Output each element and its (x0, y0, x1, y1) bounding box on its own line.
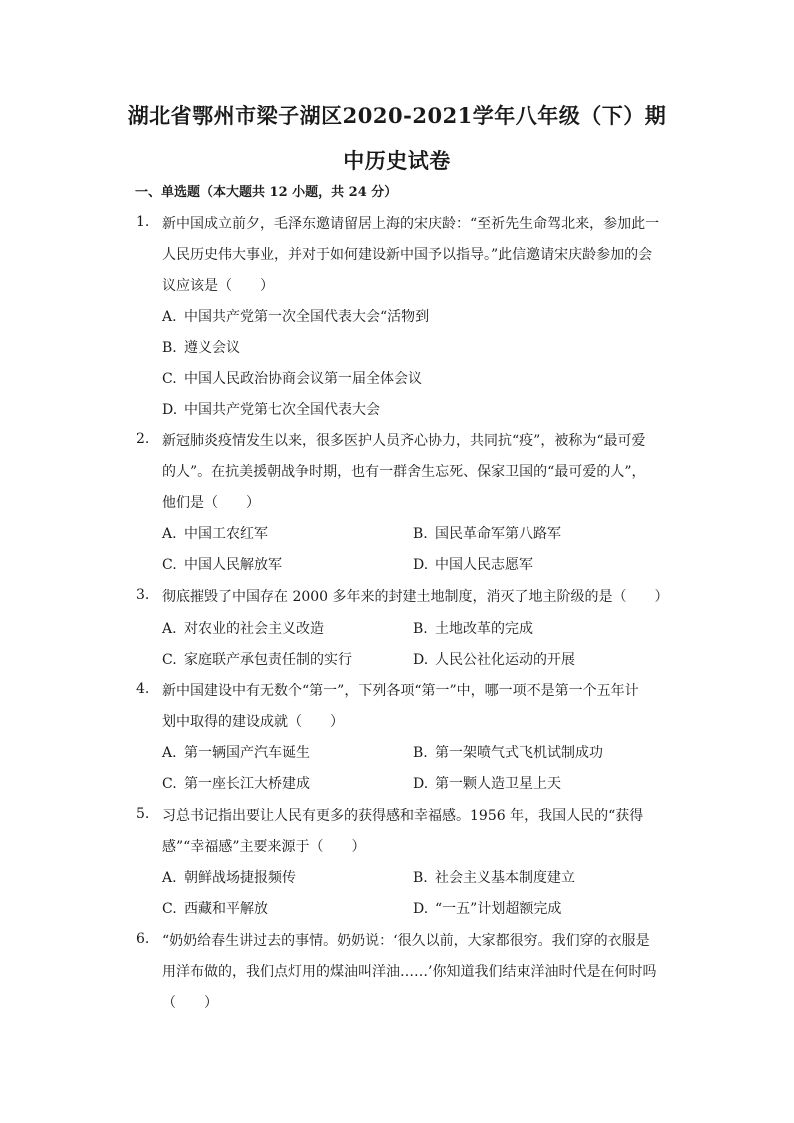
option-a (162, 867, 296, 887)
question-text-line: 划中取得的建设成就（ ） (162, 714, 344, 730)
option-b (162, 337, 240, 357)
option-label: A. (162, 309, 177, 325)
option-text: 土地改革的完成 (435, 621, 533, 637)
question-text-line: 感”“幸福感”主要来源于（ ） (162, 839, 366, 855)
option-label: D. (413, 776, 429, 792)
option-text: 中国共产党第七次全国代表大会 (184, 402, 380, 418)
option-label: D. (162, 402, 178, 418)
option-text: 第一座长江大桥建成 (184, 776, 310, 792)
option-text: 对农业的社会主义改造 (184, 621, 324, 637)
question-text-line: 新中国建设中有无数个“第一”，下列各项“第一”中，哪一项不是第一个五年计 (162, 683, 639, 699)
option-c (162, 773, 310, 793)
option-d (413, 773, 561, 793)
option-text: 第一辆国产汽车诞生 (184, 745, 310, 761)
page-title-line-2: 中历史试卷 (343, 148, 451, 173)
option-label: D. (413, 652, 429, 668)
option-label: D. (413, 901, 429, 917)
option-b (413, 618, 533, 638)
option-label: A. (162, 745, 177, 761)
question-text-line: 议应该是（ ） (162, 278, 274, 294)
option-label: C. (162, 557, 177, 573)
option-text: 朝鲜战场捷报频传 (184, 870, 296, 886)
option-b (413, 742, 603, 762)
page-title-line-1: 湖北省鄂州市梁子湖区2020-2021学年八年级（下）期 (127, 103, 667, 128)
question-text-line: “奶奶给春生讲过去的事情。奶奶说：‘很久以前，大家都很穷。我们穿的衣服是 (162, 933, 650, 949)
option-a (162, 523, 268, 543)
option-text: 第一颗人造卫星上天 (435, 776, 561, 792)
question-number: 5. (136, 806, 150, 822)
option-c (162, 649, 352, 669)
option-b (413, 867, 575, 887)
option-c (162, 368, 422, 388)
option-d (413, 554, 533, 574)
question-number: 1. (136, 214, 150, 230)
option-label: A. (162, 621, 177, 637)
option-text: 中国共产党第一次全国代表大会“活物到 (184, 309, 430, 325)
option-label: D. (413, 557, 429, 573)
option-text: 中国人民政治协商会议第一届全体会议 (184, 371, 422, 387)
question-text-line: 习总书记指出要让人民有更多的获得感和幸福感。1956 年，我国人民的“获得 (162, 808, 644, 824)
question-text-line: 彻底摧毁了中国存在 2000 多年来的封建土地制度，消灭了地主阶级的是（ ） (162, 589, 669, 605)
option-label: A. (162, 870, 177, 886)
option-text: 中国工农红军 (184, 526, 268, 542)
question-text-line: 新冠肺炎疫情发生以来，很多医护人员齐心协力，共同抗“疫”，被称为“最可爱 (162, 433, 646, 449)
option-label: C. (162, 371, 177, 387)
question-number: 3. (136, 587, 150, 603)
option-a (162, 618, 324, 638)
option-text: 第一架喷气式飞机试制成功 (435, 745, 603, 761)
option-text: 家庭联产承包责任制的实行 (184, 652, 352, 668)
option-c (162, 898, 268, 918)
option-d (162, 399, 380, 419)
option-label: A. (162, 526, 177, 542)
option-label: B. (413, 745, 428, 761)
option-label: B. (413, 621, 428, 637)
option-text: 社会主义基本制度建立 (435, 870, 575, 886)
question-text-line: （ ） (162, 995, 218, 1011)
question-number: 2. (136, 431, 150, 447)
option-text: 遵义会议 (184, 340, 240, 356)
section-heading: 一、单选题（本大题共 12 小题，共 24 分） (135, 185, 398, 200)
option-d (413, 898, 561, 918)
option-text: 中国人民志愿军 (435, 557, 533, 573)
question-number: 6. (136, 931, 150, 947)
option-a (162, 306, 429, 326)
option-d (413, 649, 575, 669)
option-label: C. (162, 776, 177, 792)
option-label: C. (162, 652, 177, 668)
option-b (413, 523, 561, 543)
option-text: 中国人民解放军 (184, 557, 282, 573)
option-a (162, 742, 310, 762)
option-c (162, 554, 282, 574)
option-label: C. (162, 901, 177, 917)
question-text-line: 的人”。在抗美援朝战争时期，也有一群舍生忘死、保家卫国的“最可爱的人”， (162, 464, 646, 480)
question-text-line: 用洋布做的，我们点灯用的煤油叫洋油……’你知道我们结束洋油时代是在何时吗 (162, 964, 657, 980)
question-number: 4. (136, 681, 150, 697)
question-text-line: 人民历史伟大事业，并对于如何建设新中国予以指导。”此信邀请宋庆龄参加的会 (162, 247, 653, 263)
option-text: 西藏和平解放 (184, 901, 268, 917)
option-label: B. (413, 870, 428, 886)
option-label: B. (162, 340, 177, 356)
option-text: 人民公社化运动的开展 (435, 652, 575, 668)
question-text-line: 他们是（ ） (162, 495, 260, 511)
question-text-line: 新中国成立前夕，毛泽东邀请留居上海的宋庆龄：“至祈先生命驾北来，参加此一 (162, 216, 660, 232)
option-text: “一五”计划超额完成 (435, 901, 562, 917)
option-label: B. (413, 526, 428, 542)
option-text: 国民革命军第八路军 (435, 526, 561, 542)
